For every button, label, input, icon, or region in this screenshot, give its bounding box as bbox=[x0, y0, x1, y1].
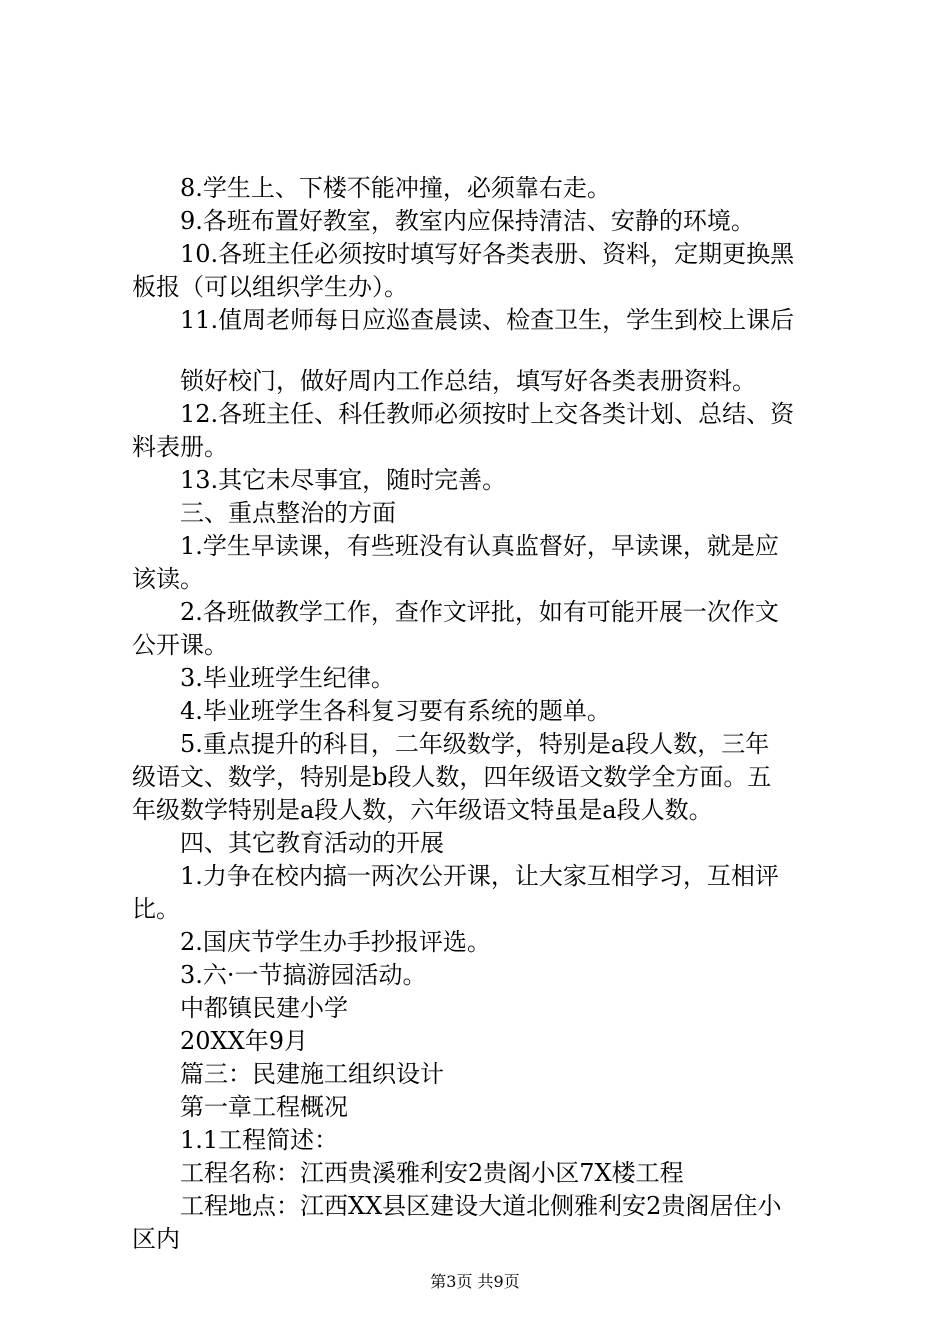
section-heading: 1.1工程简述： bbox=[180, 1126, 339, 1154]
text-line: 5.重点提升的科目，二年级数学，特别是a段人数，三年 bbox=[180, 730, 770, 758]
text-line: 9.各班布置好教室，教室内应保持清洁、安静的环境。 bbox=[180, 207, 755, 235]
chapter-title: 篇三：民建施工组织设计 bbox=[180, 1060, 444, 1088]
document-body bbox=[132, 172, 832, 1256]
text-line: 板报（可以组织学生办）。 bbox=[132, 273, 408, 301]
text-line: 该读。 bbox=[132, 565, 204, 593]
text-line: 11.值周老师每日应巡查晨读、检查卫生，学生到校上课后 bbox=[180, 306, 795, 334]
line-gap bbox=[132, 337, 832, 365]
text-line: 工程名称：江西贵溪雅利安2贵阁小区7X楼工程 bbox=[180, 1159, 684, 1187]
text-line: 3.六·一节搞游园活动。 bbox=[180, 961, 427, 989]
text-line: 区内 bbox=[132, 1225, 180, 1253]
text-line: 级语文、数学，特别是b段人数，四年级语文数学全方面。五 bbox=[132, 763, 772, 791]
text-line: 2.国庆节学生办手抄报评选。 bbox=[180, 928, 491, 956]
section-heading: 三、重点整治的方面 bbox=[180, 499, 396, 527]
text-line: 8.学生上、下楼不能冲撞，必须靠右走。 bbox=[180, 174, 611, 202]
text-line: 2.各班做教学工作，查作文评批，如有可能开展一次作文 bbox=[180, 598, 779, 626]
text-line: 12.各班主任、科任教师必须按时上交各类计划、总结、资 bbox=[180, 400, 795, 428]
text-line: 料表册。 bbox=[132, 433, 228, 461]
text-line: 公开课。 bbox=[132, 631, 228, 659]
text-line: 锁好校门，做好周内工作总结，填写好各类表册资料。 bbox=[180, 367, 756, 395]
text-line: 比。 bbox=[132, 895, 180, 923]
text-line: 1.学生早读课，有些班没有认真监督好，早读课，就是应 bbox=[180, 532, 779, 560]
text-line: 3.毕业班学生纪律。 bbox=[180, 664, 395, 692]
text-line: 1.力争在校内搞一两次公开课，让大家互相学习，互相评 bbox=[180, 862, 779, 890]
text-line: 年级数学特别是a段人数，六年级语文特虽是a段人数。 bbox=[132, 796, 713, 824]
text-line: 4.毕业班学生各科复习要有系统的题单。 bbox=[180, 697, 611, 725]
page-footer: 第3页 共9页 bbox=[430, 1272, 520, 1291]
signature-date: 20XX年9月 bbox=[180, 1027, 308, 1055]
signature-school: 中都镇民建小学 bbox=[180, 994, 348, 1022]
section-heading: 四、其它教育活动的开展 bbox=[180, 829, 444, 857]
text-line: 10.各班主任必须按时填写好各类表册、资料，定期更换黑 bbox=[180, 240, 795, 268]
text-line: 工程地点：江西XX县区建设大道北侧雅利安2贵阁居住小 bbox=[180, 1192, 782, 1220]
section-heading: 第一章工程概况 bbox=[180, 1093, 348, 1121]
text-line: 13.其它未尽事宜，随时完善。 bbox=[180, 466, 507, 494]
